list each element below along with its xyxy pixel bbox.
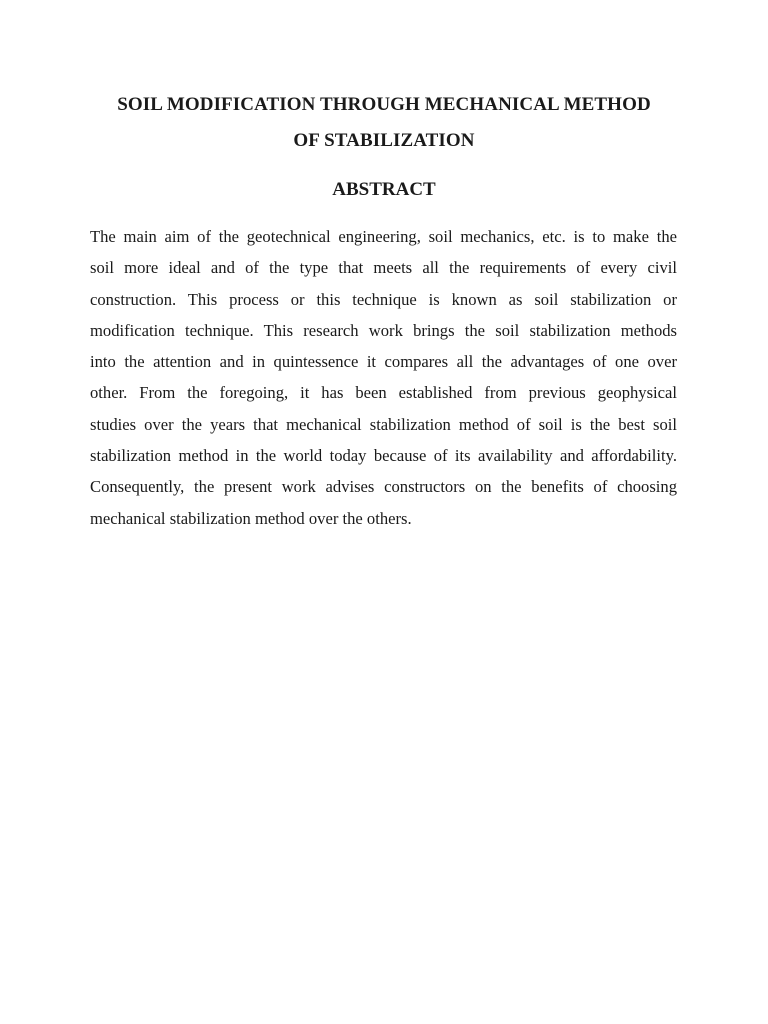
abstract-line: stabilization method in the world today because of its availability and affordability. [90,446,677,466]
abstract-line: into the attention and in quintessence it compares all the advantages of one over [90,352,677,372]
abstract-line: other. From the foregoing, it has been established from previous geophysical [90,383,677,403]
document-title-line-1: SOIL MODIFICATION THROUGH MECHANICAL METHOD [117,94,651,115]
abstract-line: studies over the years that mechanical stabilization method of soil is the best soil [90,414,677,434]
abstract-line: mechanical stabilization method over the others. [90,508,412,528]
abstract-line: The main aim of the geotechnical engineering, soil mechanics, etc. is to make the [90,227,677,246]
document-title-line-2: OF STABILIZATION [293,130,475,151]
abstract-paragraph [90,221,677,534]
abstract-line: construction. This process or this technique is known as soil stabilization or [90,289,677,309]
abstract-line: modification technique. This research work brings the soil stabilization methods [90,320,677,340]
abstract-line: Consequently, the present work advises constructors on the benefits of choosing [90,477,677,497]
abstract-line: soil more ideal and of the type that meets all the requirements of every civil [90,258,677,278]
section-heading-abstract: ABSTRACT [332,179,436,200]
